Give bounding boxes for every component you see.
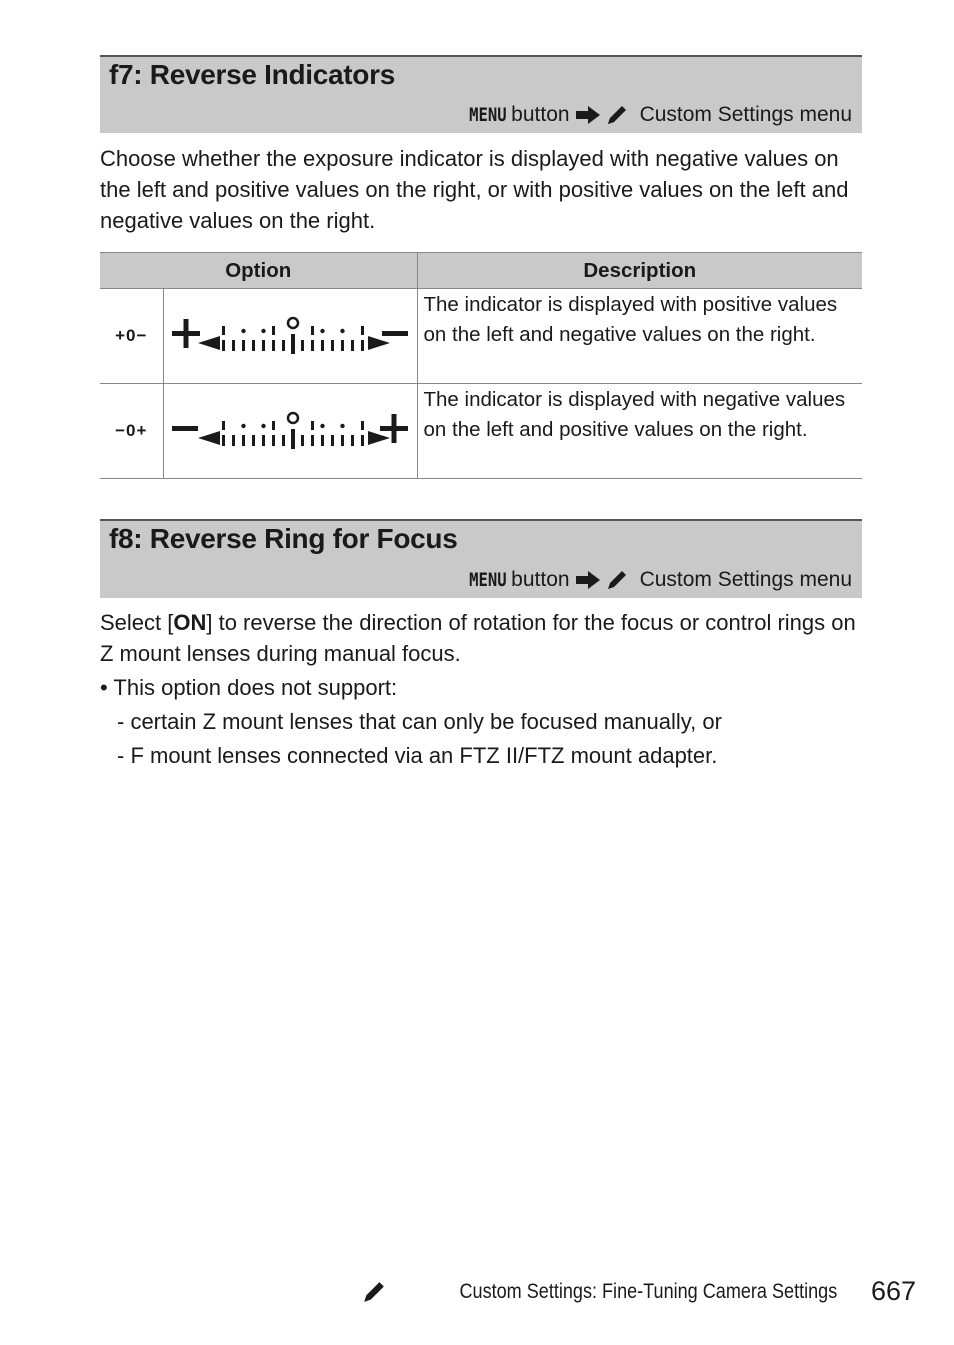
- sub-item: - F mount lenses connected via an FTZ II/FTZ mount adapter.: [117, 743, 718, 768]
- button-word: button: [511, 103, 570, 126]
- sub-item: - certain Z mount lenses that can only be focused manually, or: [117, 709, 722, 734]
- page-footer: [362, 1276, 916, 1307]
- f8-menu-path: [465, 568, 852, 592]
- f8-intro-pre: Select [: [100, 610, 174, 635]
- f7-header: [100, 55, 862, 133]
- option-description: The indicator is displayed with negative values on the left and positive values on the right.: [417, 384, 862, 479]
- pencil-icon: [606, 569, 628, 591]
- f7-intro: Choose whether the exposure indicator is displayed with negative values on the left and positive values on the right, or with positive values on the left and negative values on the right.: [100, 146, 849, 233]
- f8-bullets: [100, 671, 860, 773]
- option-header: Option: [100, 253, 417, 289]
- arrow-right-icon: [576, 106, 600, 124]
- option-description: The indicator is displayed with positive values on the left and negative values on the right.: [417, 289, 862, 384]
- page-number: 667: [870, 1276, 916, 1306]
- f8-header: [100, 519, 862, 598]
- indicator-graphic: [170, 397, 410, 459]
- menu-button-label: MENU: [469, 104, 508, 126]
- pencil-icon: [362, 1280, 386, 1304]
- f8-intro-on: ON: [173, 610, 207, 635]
- table-row: [100, 384, 862, 479]
- table-row: [100, 289, 862, 384]
- menu-button-label: MENU: [469, 569, 508, 591]
- exposure-indicator-positive-left-icon: [163, 289, 417, 384]
- f8-title: f8: Reverse Ring for Focus: [109, 523, 458, 554]
- button-word: button: [511, 568, 570, 591]
- description-header: Description: [417, 253, 862, 289]
- f8-intro-post: ] to reverse the direction of rotation for the focus or control rings on Z mount lenses during manual focus.: [100, 610, 856, 666]
- f7-title: f7: Reverse Indicators: [109, 59, 395, 90]
- option-symbol: +0−: [100, 289, 163, 384]
- bullet-item: • This option does not support:: [100, 675, 398, 700]
- options-table: [100, 252, 862, 479]
- f7-menu-path: [465, 103, 852, 127]
- option-symbol: −0+: [100, 384, 163, 479]
- indicator-graphic: [170, 302, 410, 364]
- footer-section-title: Custom Settings: Fine-Tuning Camera Settings: [459, 1279, 837, 1303]
- custom-settings-menu-label: Custom Settings menu: [639, 568, 852, 591]
- exposure-indicator-negative-left-icon: [163, 384, 417, 479]
- table-header-row: [100, 253, 862, 289]
- custom-settings-menu-label: Custom Settings menu: [639, 103, 852, 126]
- pencil-icon: [606, 104, 628, 126]
- arrow-right-icon: [576, 571, 600, 589]
- f8-intro: [100, 607, 860, 669]
